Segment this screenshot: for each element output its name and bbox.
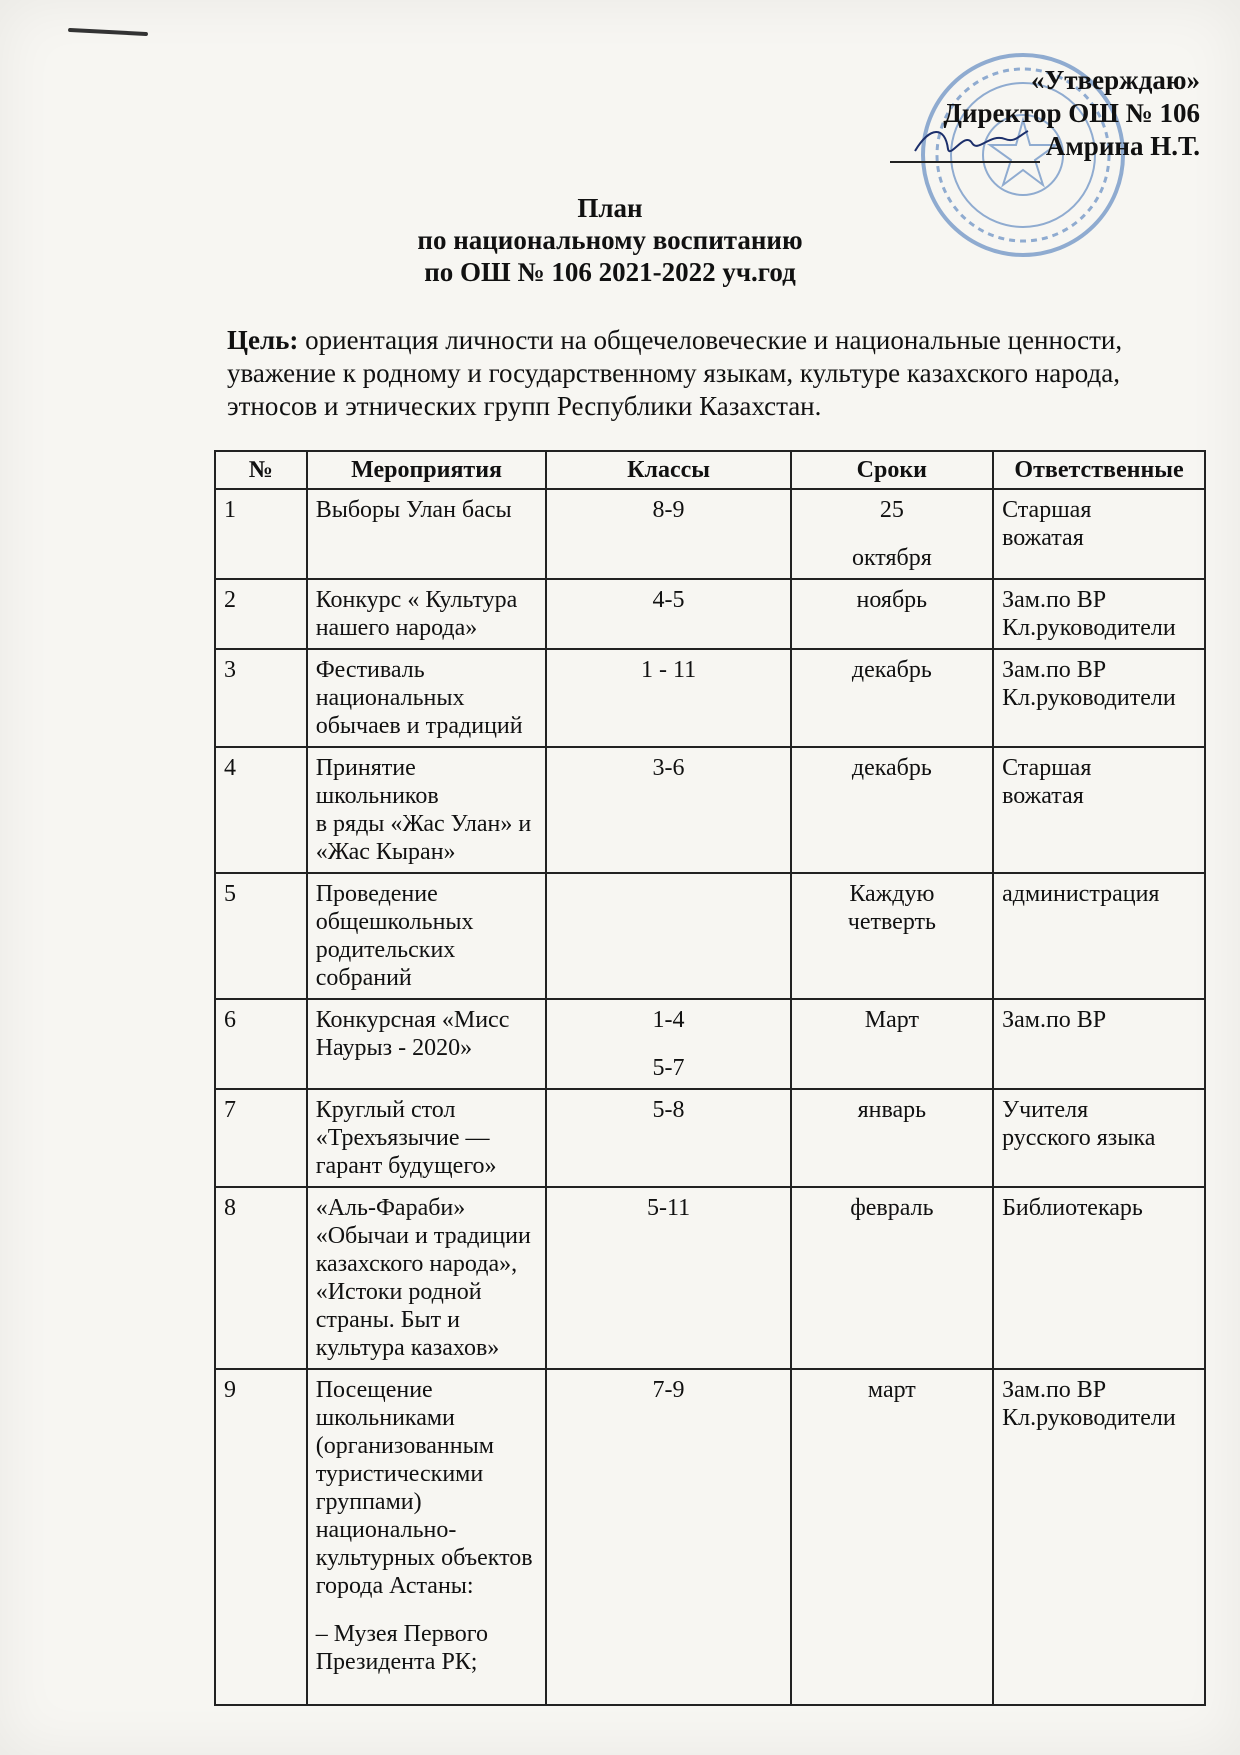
cell-event bbox=[307, 999, 547, 1089]
cell-responsible-line: Зам.по ВР bbox=[1002, 1377, 1107, 1403]
approval-line-3: Амрина Н.Т. bbox=[1045, 131, 1200, 161]
cell-event-line: школьниками bbox=[315, 1405, 455, 1431]
cell-term-line: декабрь bbox=[851, 657, 932, 683]
cell-classes bbox=[546, 1187, 790, 1369]
cell-event bbox=[307, 489, 547, 579]
header-number: № bbox=[215, 451, 307, 489]
cell-responsible-line: Зам.по ВР bbox=[1002, 657, 1107, 683]
cell-event-line: в ряды «Жас Улан» и bbox=[315, 811, 532, 837]
cell-event bbox=[307, 873, 547, 999]
document-title bbox=[300, 192, 920, 288]
signature-line bbox=[890, 135, 1040, 163]
cell-responsible-line: русского языка bbox=[1002, 1125, 1156, 1151]
cell-event bbox=[307, 1369, 547, 1705]
cell-responsible-line: Учителя bbox=[1002, 1097, 1089, 1123]
cell-event-line: Принятие школьников bbox=[315, 755, 439, 809]
cell-classes-line: 3-6 bbox=[652, 755, 685, 781]
cell-responsible bbox=[993, 999, 1205, 1089]
cell-event-line: обычаев и традиций bbox=[315, 713, 523, 739]
cell-event-line: нашего народа» bbox=[315, 615, 478, 641]
table-row bbox=[215, 1089, 1205, 1187]
cell-classes bbox=[546, 873, 790, 999]
cell-event-line: «Трехъязычие — bbox=[315, 1125, 490, 1151]
cell-event-line: Наурыз - 2020» bbox=[315, 1035, 473, 1061]
cell-responsible bbox=[993, 649, 1205, 747]
cell-event-line: Выборы Улан басы bbox=[315, 497, 512, 523]
cell-responsible bbox=[993, 1089, 1205, 1187]
cell-event-line: (организованным bbox=[315, 1433, 494, 1459]
table-row bbox=[215, 873, 1205, 999]
cell-responsible-line: Зам.по ВР bbox=[1002, 587, 1107, 613]
cell-term-line: 25 bbox=[879, 497, 904, 523]
scan-mark bbox=[68, 28, 148, 36]
cell-classes-line: 5-7 bbox=[652, 1055, 685, 1081]
cell-term-line bbox=[800, 524, 984, 544]
cell-classes-line: 5-11 bbox=[646, 1195, 691, 1221]
cell-responsible-line: Кл.руководители bbox=[1002, 685, 1176, 711]
cell-classes-line: 4-5 bbox=[652, 587, 685, 613]
cell-event-line: туристическими bbox=[315, 1461, 484, 1487]
cell-term-line: Каждую bbox=[849, 881, 935, 907]
cell-responsible-line: вожатая bbox=[1002, 525, 1084, 551]
header-responsible: Ответственные bbox=[993, 451, 1205, 489]
cell-responsible bbox=[993, 747, 1205, 873]
cell-responsible-line: Зам.по ВР bbox=[1002, 1007, 1107, 1033]
cell-classes bbox=[546, 999, 790, 1089]
cell-event-line: казахского народа», bbox=[315, 1251, 518, 1277]
goal-paragraph bbox=[227, 324, 1197, 423]
cell-term-line: ноябрь bbox=[856, 587, 928, 613]
cell-term bbox=[791, 873, 993, 999]
cell-event-line: Посещение bbox=[315, 1377, 433, 1403]
cell-responsible bbox=[993, 1187, 1205, 1369]
cell-event-line: культурных объектов bbox=[315, 1545, 533, 1571]
cell-event-line: национально- bbox=[315, 1517, 457, 1543]
cell-event-line: Фестиваль bbox=[315, 657, 425, 683]
table-row bbox=[215, 579, 1205, 649]
cell-event-line: «Обычаи и традиции bbox=[315, 1223, 531, 1249]
cell-responsible bbox=[993, 873, 1205, 999]
cell-responsible-line: вожатая bbox=[1002, 783, 1084, 809]
cell-classes bbox=[546, 1369, 790, 1705]
approval-block bbox=[890, 64, 1200, 163]
cell-event bbox=[307, 649, 547, 747]
cell-term bbox=[791, 747, 993, 873]
cell-event-line: национальных bbox=[315, 685, 465, 711]
cell-classes-line: 8-9 bbox=[652, 497, 685, 523]
cell-event-line: – Музея Первого bbox=[315, 1621, 489, 1647]
cell-event bbox=[307, 747, 547, 873]
cell-number: 4 bbox=[215, 747, 307, 873]
cell-term-line: январь bbox=[857, 1097, 927, 1123]
cell-event-line: страны. Быт и bbox=[315, 1307, 460, 1333]
cell-responsible bbox=[993, 1369, 1205, 1705]
cell-term bbox=[791, 579, 993, 649]
header-term: Сроки bbox=[791, 451, 993, 489]
cell-event-line: города Астаны: bbox=[315, 1573, 474, 1599]
cell-responsible bbox=[993, 579, 1205, 649]
cell-term bbox=[791, 489, 993, 579]
table-body bbox=[215, 489, 1205, 1705]
table-row bbox=[215, 1187, 1205, 1369]
cell-responsible-line: Старшая bbox=[1002, 755, 1092, 781]
cell-term bbox=[791, 1187, 993, 1369]
cell-event-line bbox=[316, 1600, 538, 1620]
cell-term-line: четверть bbox=[847, 909, 936, 935]
table-row bbox=[215, 747, 1205, 873]
header-classes: Классы bbox=[546, 451, 790, 489]
cell-classes-line: 1-4 bbox=[652, 1007, 685, 1033]
cell-responsible-line: Кл.руководители bbox=[1002, 615, 1176, 641]
cell-event-line: общешкольных bbox=[315, 909, 474, 935]
cell-term-line: Март bbox=[864, 1007, 919, 1033]
cell-classes bbox=[546, 489, 790, 579]
cell-number: 7 bbox=[215, 1089, 307, 1187]
cell-event-line: «Жас Кыран» bbox=[315, 839, 456, 865]
cell-event-line: Президента РК; bbox=[315, 1649, 478, 1675]
cell-term bbox=[791, 1089, 993, 1187]
cell-event-line: родительских bbox=[315, 937, 456, 963]
cell-term-line: февраль bbox=[850, 1195, 934, 1221]
title-line-3: по ОШ № 106 2021-2022 уч.год bbox=[424, 257, 796, 287]
cell-event bbox=[307, 1089, 547, 1187]
table-row bbox=[215, 1369, 1205, 1705]
approval-line-1: «Утверждаю» bbox=[1030, 65, 1200, 95]
cell-classes bbox=[546, 1089, 790, 1187]
cell-responsible-line: Библиотекарь bbox=[1002, 1195, 1143, 1221]
cell-term-line: октября bbox=[851, 545, 932, 571]
cell-event-line: собраний bbox=[315, 965, 412, 991]
title-line-1: План bbox=[577, 193, 643, 223]
table-row bbox=[215, 489, 1205, 579]
cell-number: 3 bbox=[215, 649, 307, 747]
table-row bbox=[215, 999, 1205, 1089]
cell-term-line: март bbox=[867, 1377, 916, 1403]
goal-text: ориентация личности на общечеловеческие и национальные ценности, уважение к родному и государственному языкам, культуре казахского народа, этносов и этнических групп Республики Казахстан. bbox=[227, 325, 1123, 421]
cell-responsible bbox=[993, 489, 1205, 579]
cell-event-line: Конкурс « Культура bbox=[315, 587, 518, 613]
cell-event-line: «Аль-Фараби» bbox=[315, 1195, 466, 1221]
cell-term bbox=[791, 999, 993, 1089]
cell-event bbox=[307, 1187, 547, 1369]
cell-responsible-line: Старшая bbox=[1002, 497, 1092, 523]
cell-event-line: группами) bbox=[315, 1489, 422, 1515]
cell-term bbox=[791, 649, 993, 747]
cell-term bbox=[791, 1369, 993, 1705]
cell-number: 5 bbox=[215, 873, 307, 999]
cell-responsible-line: Кл.руководители bbox=[1002, 1405, 1176, 1431]
table-row bbox=[215, 649, 1205, 747]
cell-number: 6 bbox=[215, 999, 307, 1089]
cell-event-line: культура казахов» bbox=[315, 1335, 500, 1361]
approval-line-2: Директор ОШ № 106 bbox=[943, 98, 1200, 128]
header-event: Мероприятия bbox=[307, 451, 547, 489]
cell-event-line: Конкурсная «Мисс bbox=[315, 1007, 510, 1033]
table-header-row bbox=[215, 451, 1205, 489]
goal-label: Цель: bbox=[227, 325, 299, 355]
cell-classes-line bbox=[555, 880, 781, 900]
cell-classes bbox=[546, 579, 790, 649]
cell-classes-line: 7-9 bbox=[652, 1377, 685, 1403]
cell-event-line: Проведение bbox=[315, 881, 438, 907]
handwritten-signature-icon bbox=[910, 121, 1030, 161]
cell-number: 9 bbox=[215, 1369, 307, 1705]
cell-classes-line: 5-8 bbox=[652, 1097, 685, 1123]
cell-event bbox=[307, 579, 547, 649]
cell-number: 1 bbox=[215, 489, 307, 579]
cell-event-line: Круглый стол bbox=[315, 1097, 456, 1123]
title-line-2: по национальному воспитанию bbox=[417, 225, 803, 255]
cell-event-line: «Истоки родной bbox=[315, 1279, 482, 1305]
cell-classes-line: 1 - 11 bbox=[640, 657, 697, 683]
cell-classes-line bbox=[555, 1034, 781, 1054]
plan-table bbox=[214, 450, 1206, 1706]
cell-responsible-line: администрация bbox=[1002, 881, 1160, 907]
cell-classes bbox=[546, 649, 790, 747]
cell-event-line: гарант будущего» bbox=[315, 1153, 497, 1179]
cell-classes bbox=[546, 747, 790, 873]
cell-number: 8 bbox=[215, 1187, 307, 1369]
cell-number: 2 bbox=[215, 579, 307, 649]
cell-term-line: декабрь bbox=[851, 755, 932, 781]
